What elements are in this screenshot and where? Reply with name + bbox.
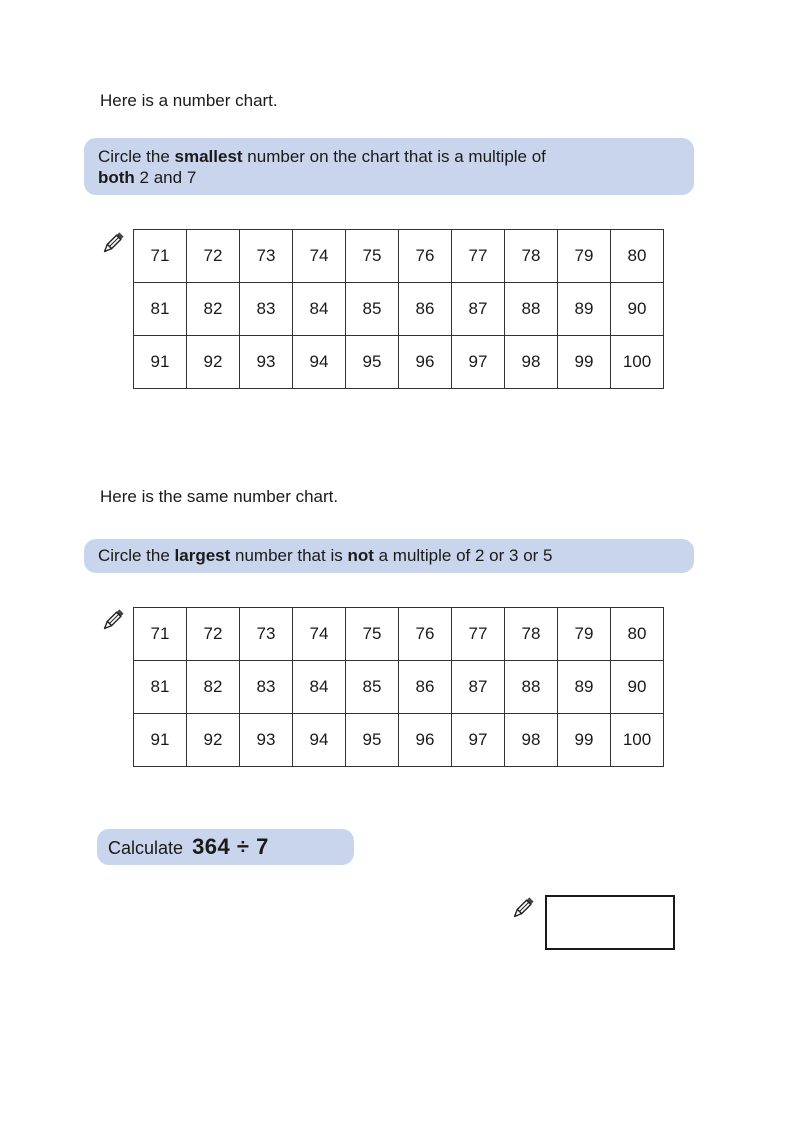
chart-cell[interactable]: 97: [452, 714, 505, 767]
chart-cell[interactable]: 86: [399, 661, 452, 714]
chart-cell[interactable]: 75: [346, 608, 399, 661]
chart-row: [134, 336, 664, 389]
instruction-text: Circle the: [98, 147, 175, 166]
pencil-icon: [100, 230, 126, 256]
chart-cell[interactable]: 83: [240, 283, 293, 336]
chart-cell[interactable]: 84: [293, 283, 346, 336]
instruction-text: number on the chart that is a multiple of: [242, 147, 546, 166]
chart-cell[interactable]: 85: [346, 661, 399, 714]
chart-cell[interactable]: 73: [240, 608, 293, 661]
chart-cell[interactable]: 96: [399, 336, 452, 389]
instruction-bold: smallest: [174, 147, 243, 166]
chart-cell[interactable]: 99: [558, 336, 611, 389]
chart-cell[interactable]: 83: [240, 661, 293, 714]
question2-instruction: [84, 539, 694, 573]
chart-cell[interactable]: 94: [293, 336, 346, 389]
chart-row: [134, 283, 664, 336]
chart-row: [134, 608, 664, 661]
number-chart-2: [133, 607, 664, 767]
chart-cell[interactable]: 92: [187, 336, 240, 389]
chart-cell[interactable]: 72: [187, 608, 240, 661]
chart-cell[interactable]: 75: [346, 230, 399, 283]
chart-cell[interactable]: 73: [240, 230, 293, 283]
instruction-text: Circle the: [98, 546, 175, 565]
chart-cell[interactable]: 96: [399, 714, 452, 767]
chart-cell[interactable]: 74: [293, 230, 346, 283]
chart-cell[interactable]: 95: [346, 336, 399, 389]
chart-cell[interactable]: 95: [346, 714, 399, 767]
chart-cell[interactable]: 77: [452, 230, 505, 283]
chart-cell[interactable]: 81: [134, 283, 187, 336]
chart-row: [134, 230, 664, 283]
instruction-text: 2 and 7: [134, 168, 197, 187]
chart-cell[interactable]: 89: [558, 661, 611, 714]
chart-cell[interactable]: 82: [187, 661, 240, 714]
chart-cell[interactable]: 91: [134, 336, 187, 389]
answer-box[interactable]: [545, 895, 675, 950]
chart-cell[interactable]: 80: [611, 230, 664, 283]
pencil-icon: [100, 607, 126, 633]
chart-cell[interactable]: 84: [293, 661, 346, 714]
pencil-icon: [510, 895, 536, 921]
calculate-label: Calculate: [108, 838, 184, 858]
chart-cell[interactable]: 81: [134, 661, 187, 714]
question3-instruction: [97, 829, 354, 865]
chart-cell[interactable]: 85: [346, 283, 399, 336]
chart-cell[interactable]: 93: [240, 714, 293, 767]
chart-cell[interactable]: 79: [558, 230, 611, 283]
instruction-text: number that is: [230, 546, 348, 565]
chart-cell[interactable]: 77: [452, 608, 505, 661]
instruction-bold: both: [98, 168, 135, 187]
instruction-bold: largest: [174, 546, 231, 565]
chart-row: [134, 661, 664, 714]
chart-cell[interactable]: 74: [293, 608, 346, 661]
chart-cell[interactable]: 98: [505, 714, 558, 767]
chart-cell[interactable]: 76: [399, 608, 452, 661]
chart-cell[interactable]: 72: [187, 230, 240, 283]
chart-cell[interactable]: 87: [452, 283, 505, 336]
question1-intro: Here is a number chart.: [100, 91, 278, 110]
question2-intro: Here is the same number chart.: [100, 487, 339, 506]
chart-cell[interactable]: 90: [611, 283, 664, 336]
chart-row: [134, 714, 664, 767]
chart-cell[interactable]: 71: [134, 608, 187, 661]
chart-cell[interactable]: 71: [134, 230, 187, 283]
chart-cell[interactable]: 87: [452, 661, 505, 714]
instruction-text: a multiple of 2 or 3 or 5: [373, 546, 553, 565]
instruction-bold: not: [347, 546, 374, 565]
chart-cell[interactable]: 98: [505, 336, 558, 389]
chart-cell[interactable]: 88: [505, 661, 558, 714]
chart-cell[interactable]: 89: [558, 283, 611, 336]
chart-cell[interactable]: 78: [505, 608, 558, 661]
chart-cell[interactable]: 99: [558, 714, 611, 767]
chart-cell[interactable]: 82: [187, 283, 240, 336]
chart-cell[interactable]: 100: [611, 714, 664, 767]
chart-cell[interactable]: 76: [399, 230, 452, 283]
chart-cell[interactable]: 79: [558, 608, 611, 661]
chart-cell[interactable]: 88: [505, 283, 558, 336]
chart-cell[interactable]: 90: [611, 661, 664, 714]
chart-cell[interactable]: 94: [293, 714, 346, 767]
number-chart-1: [133, 229, 664, 389]
division-expression: 364 ÷ 7: [192, 834, 269, 859]
chart-cell[interactable]: 86: [399, 283, 452, 336]
chart-cell[interactable]: 93: [240, 336, 293, 389]
chart-cell[interactable]: 97: [452, 336, 505, 389]
chart-cell[interactable]: 78: [505, 230, 558, 283]
chart-cell[interactable]: 92: [187, 714, 240, 767]
chart-cell[interactable]: 80: [611, 608, 664, 661]
chart-cell[interactable]: 100: [611, 336, 664, 389]
question1-instruction: [84, 138, 694, 195]
chart-cell[interactable]: 91: [134, 714, 187, 767]
